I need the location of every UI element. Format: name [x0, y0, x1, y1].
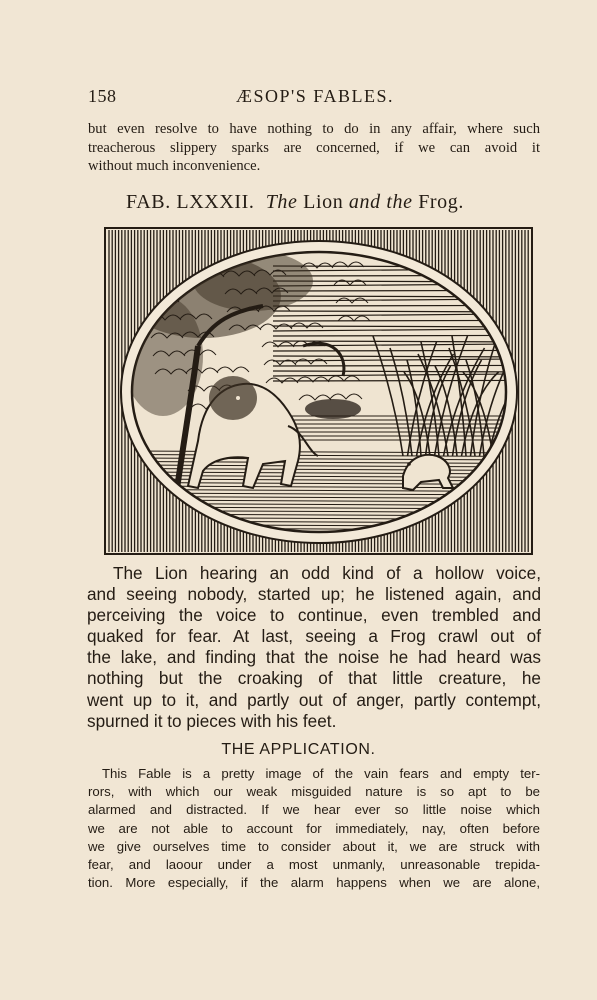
- text-line: treacherous slippery sparks are concerned, if we can avoid it: [88, 139, 540, 156]
- woodcut-illustration: [103, 226, 534, 556]
- woodcut-lion-and-frog-icon: [103, 226, 534, 556]
- text-line: we give ourselves time to consider about it, we are struck with: [88, 838, 540, 854]
- fable-title-word: Lion: [303, 191, 344, 213]
- text-line: we are not able to account for immediately, nay, often before: [88, 820, 540, 836]
- fable-heading: [126, 191, 526, 214]
- text-line: without much inconvenience.: [88, 158, 261, 175]
- text-line: but even resolve to have nothing to do in any affair, where such: [88, 121, 540, 137]
- running-head: [86, 86, 538, 108]
- application-paragraph: [88, 765, 540, 892]
- fable-paragraph: [87, 563, 541, 732]
- fable-title-word: The: [265, 191, 298, 213]
- preceding-paragraph: [88, 120, 540, 176]
- fable-title-word: and: [348, 191, 381, 213]
- fable-title-word: Frog.: [418, 191, 464, 213]
- text-line: tion. More especially, if the alarm happens when we are alone,: [88, 875, 540, 891]
- fable-title-word: the: [386, 191, 413, 213]
- text-line: the lake, and finding that the noise he had heard was: [87, 647, 541, 668]
- text-line: rors, with which our weak misguided nature is so apt to be: [88, 784, 540, 800]
- text-line: This Fable is a pretty image of the vain fears and empty ter-: [102, 766, 540, 781]
- page-number: 158: [88, 86, 117, 106]
- text-line: fear, and laoour under a most unmanly, unreasonable trepida-: [88, 857, 540, 873]
- text-line: The Lion hearing an odd kind of a hollow voice,: [113, 563, 541, 583]
- running-title: ÆSOP'S FABLES.: [236, 86, 394, 106]
- text-line: perceiving the voice to continue, even trembled and: [87, 605, 541, 626]
- application-heading: THE APPLICATION.: [221, 741, 376, 758]
- text-line: alarmed and distracted. If we hear ever so little noise which: [88, 802, 540, 818]
- text-line: quaked for fear. At last, seeing a Frog crawl out of: [87, 626, 541, 647]
- text-line: spurned it to pieces with his feet.: [87, 710, 337, 731]
- text-line: went up to it, and partly out of anger, partly contempt,: [87, 689, 541, 710]
- text-line: and seeing nobody, started up; he listened again, and: [87, 584, 541, 605]
- fable-number: FAB. LXXXII.: [126, 191, 255, 213]
- text-line: nothing but the croaking of that little creature, he: [87, 668, 541, 689]
